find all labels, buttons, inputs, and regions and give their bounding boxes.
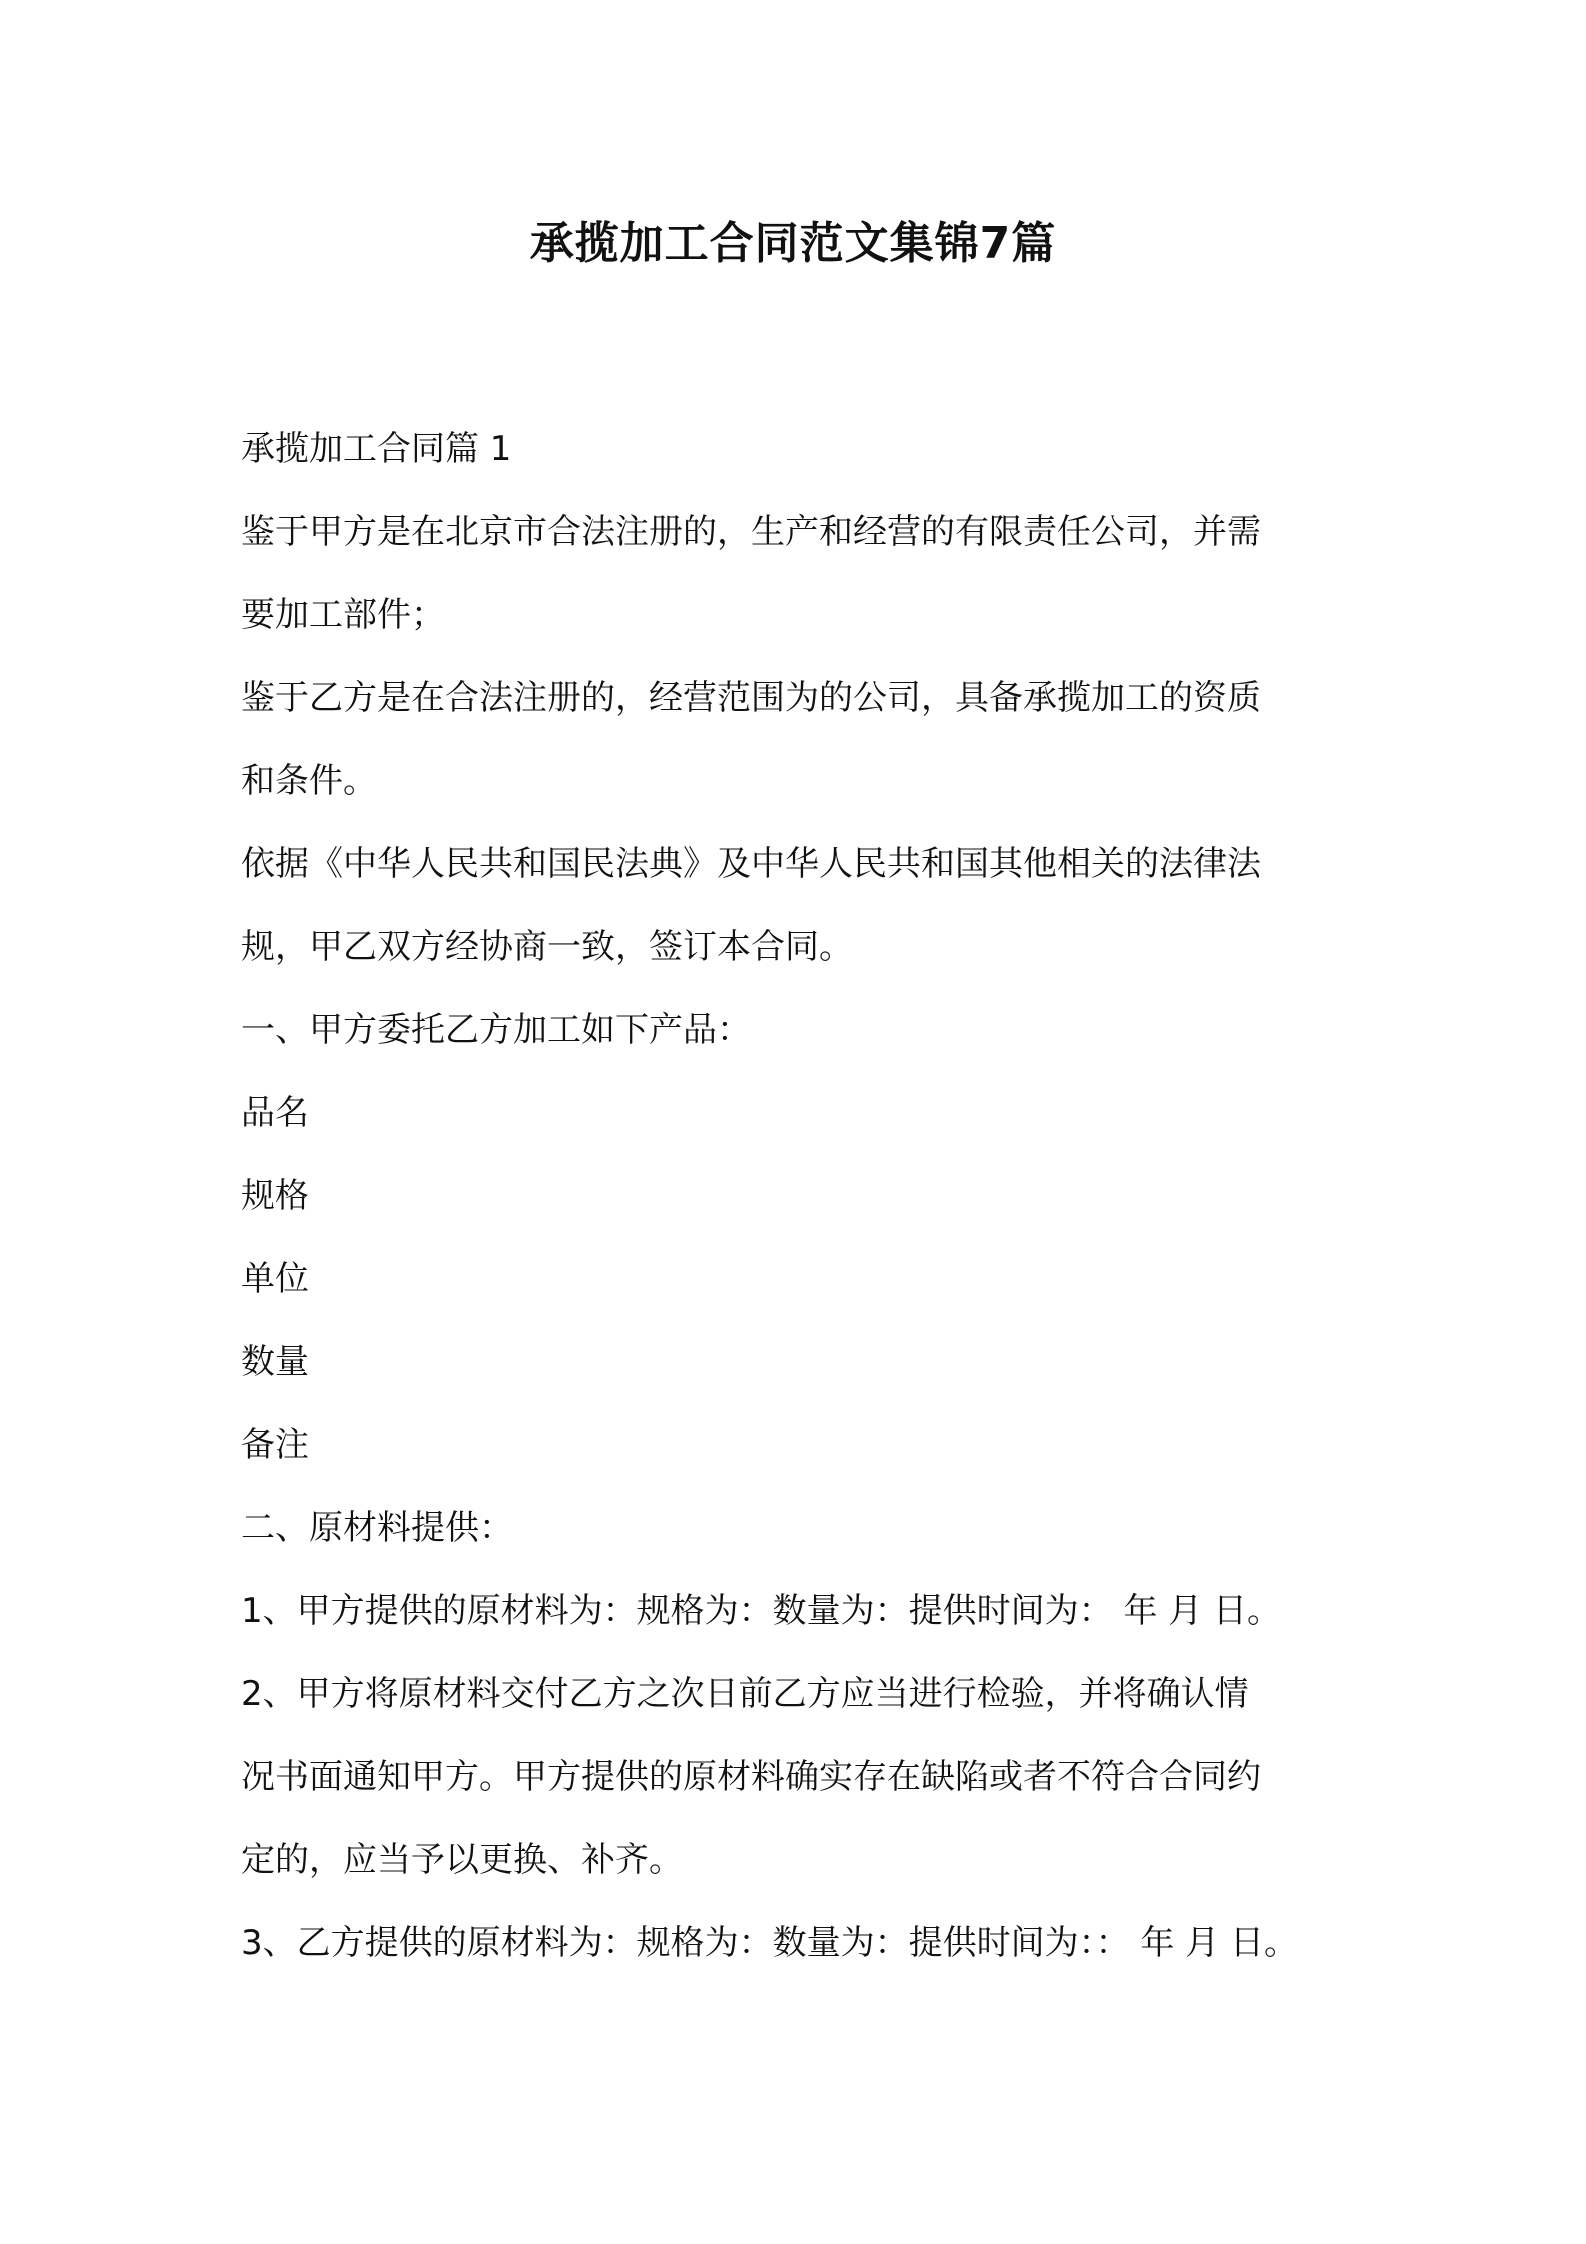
paragraph-party-b-line-1: 鉴于乙方是在合法注册的，经营范围为的公司，具备承揽加工的资质 bbox=[241, 678, 1261, 718]
materials-item-2-line-2: 况书面通知甲方。甲方提供的原材料确实存在缺陷或者不符合合同约 bbox=[241, 1757, 1261, 1797]
product-field-unit: 单位 bbox=[241, 1259, 309, 1299]
materials-item-2-line-3: 定的，应当予以更换、补齐。 bbox=[241, 1840, 683, 1880]
clause-heading-materials: 二、原材料提供： bbox=[241, 1508, 513, 1548]
product-field-name: 品名 bbox=[241, 1093, 309, 1133]
document-title: 承揽加工合同范文集锦7篇 bbox=[529, 218, 1057, 269]
materials-item-1: 1、甲方提供的原材料为：规格为：数量为：提供时间为： 年 月 日。 bbox=[241, 1591, 1282, 1631]
product-field-quantity: 数量 bbox=[241, 1342, 309, 1382]
product-field-spec: 规格 bbox=[241, 1176, 309, 1216]
paragraph-party-a-line-2: 要加工部件； bbox=[241, 595, 445, 635]
materials-item-2-line-1: 2、甲方将原材料交付乙方之次日前乙方应当进行检验，并将确认情 bbox=[241, 1674, 1249, 1714]
product-field-remarks: 备注 bbox=[241, 1425, 309, 1465]
clause-heading-products: 一、甲方委托乙方加工如下产品： bbox=[241, 1010, 751, 1050]
paragraph-legal-basis-line-1: 依据《中华人民共和国民法典》及中华人民共和国其他相关的法律法 bbox=[241, 844, 1261, 884]
materials-item-3: 3、乙方提供的原材料为：规格为：数量为：提供时间为：： 年 月 日。 bbox=[241, 1923, 1299, 1963]
document-body bbox=[241, 408, 1361, 1985]
section-heading-contract-1: 承揽加工合同篇 1 bbox=[241, 429, 512, 469]
paragraph-legal-basis-line-2: 规，甲乙双方经协商一致，签订本合同。 bbox=[241, 927, 853, 967]
paragraph-party-a-line-1: 鉴于甲方是在北京市合法注册的，生产和经营的有限责任公司，并需 bbox=[241, 512, 1261, 552]
paragraph-party-b-line-2: 和条件。 bbox=[241, 761, 377, 801]
